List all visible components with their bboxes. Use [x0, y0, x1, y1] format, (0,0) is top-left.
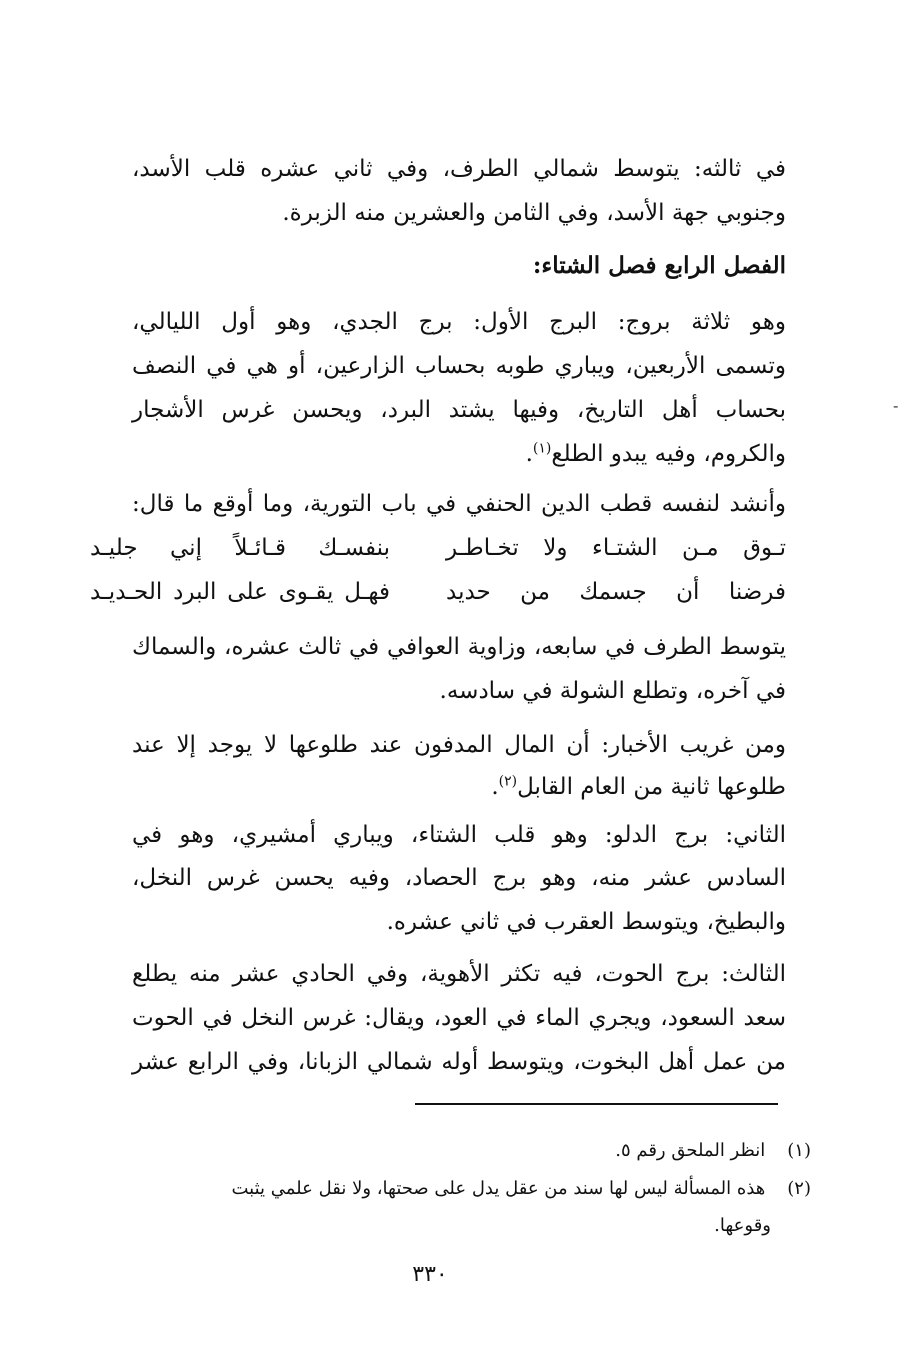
footnote-1-text: انظر الملحق رقم ٥. — [615, 1140, 766, 1161]
text-line-12-body: طلوعها ثانية من العام القابل — [517, 774, 786, 800]
verse-2-second-hemistich: فهـل يقـوى على البرد الحـديـد — [90, 579, 390, 605]
footnote-2-text: هذه المسألة ليس لها سند من عقل يدل على صحتها، ولا نقل علمي يثبت — [231, 1178, 766, 1199]
text-line-10: في آخره، وتطلع الشولة في سادسه. — [439, 678, 786, 704]
footnote-2 — [129, 1175, 811, 1202]
footnote-2-continuation: وقوعها. — [714, 1215, 771, 1236]
text-line-14: السادس عشر منه، وهو برج الحصاد، وفيه يحسن غرس النخل، — [132, 865, 786, 891]
text-line-7 — [132, 437, 786, 471]
text-line-1: في ثالثه: يتوسط شمالي الطرف، وفي ثاني عشره قلب الأسد، — [132, 156, 786, 182]
footnote-divider — [415, 1103, 778, 1105]
text-line-6: بحساب أهل التاريخ، وفيها يشتد البرد، ويحسن غرس الأشجار — [132, 397, 786, 423]
verse-2-first-hemistich: فرضنا أن جسمك من حديد — [446, 579, 786, 605]
period: . — [491, 774, 499, 800]
footnote-1 — [129, 1137, 811, 1164]
text-line-2: وجنوبي جهة الأسد، وفي الثامن والعشرين منه الزبرة. — [282, 200, 786, 226]
text-line-8: وأنشد لنفسه قطب الدين الحنفي في باب التورية، وما أوقع ما قال: — [132, 491, 786, 517]
margin-mark: - — [893, 396, 899, 415]
text-line-4: وهو ثلاثة بروج: البرج الأول: برج الجدي، وهو أول الليالي، — [132, 309, 786, 335]
text-line-12 — [132, 770, 786, 804]
verse-1-second-hemistich: بنفسـك قـائـلاً إني جليـد — [90, 535, 390, 561]
text-line-7-body: والكروم، وفيه يبدو الطلع — [551, 441, 786, 467]
text-line-9: يتوسط الطرف في سابعه، وزاوية العوافي في ثالث عشره، والسماك — [132, 634, 786, 660]
footnote-2-number: (٢) — [787, 1178, 811, 1199]
text-line-13: الثاني: برج الدلو: وهو قلب الشتاء، ويباري أمشيري، وهو في — [132, 822, 786, 848]
section-heading: الفصل الرابع فصل الشتاء: — [532, 252, 786, 279]
footnote-1-number: (١) — [787, 1140, 811, 1161]
text-line-11: ومن غريب الأخبار: أن المال المدفون عند طلوعها لا يوجد إلا عند — [132, 732, 786, 758]
footnote-ref-1: (١) — [532, 440, 552, 457]
verse-1-first-hemistich: تـوق مـن الشتـاء ولا تخـاطـر — [446, 535, 786, 561]
text-line-16: الثالث: برج الحوت، فيه تكثر الأهوية، وفي الحادي عشر منه يطلع — [132, 961, 786, 987]
text-line-18: من عمل أهل البخوت، ويتوسط أوله شمالي الزبانا، وفي الرابع عشر — [132, 1049, 786, 1075]
footnote-ref-2: (٢) — [498, 773, 518, 790]
page-number: ٣٣٠ — [412, 1262, 448, 1287]
text-line-17: سعد السعود، ويجري الماء في العود، ويقال: غرس النخل في الحوت — [132, 1005, 786, 1031]
text-line-5: وتسمى الأربعين، ويباري طوبه بحساب الزارعين، أو هي في النصف — [132, 353, 786, 379]
text-line-15: والبطيخ، ويتوسط العقرب في ثاني عشره. — [386, 909, 786, 935]
period: . — [525, 441, 533, 467]
